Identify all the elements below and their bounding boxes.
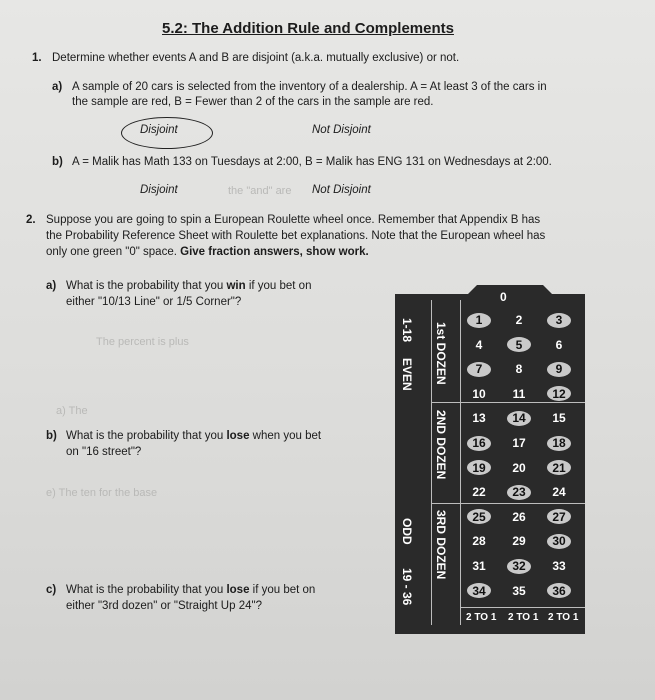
q1a-choice-disjoint[interactable]: Disjoint [140, 124, 178, 136]
roulette-number-cell [499, 580, 539, 602]
column-bet-2: 2 TO 1 [508, 612, 539, 623]
roulette-number: 20 [512, 460, 526, 475]
roulette-number: 18 [547, 436, 571, 451]
roulette-number-cell [499, 358, 539, 380]
q2a-line1 [66, 280, 311, 292]
roulette-number-cell [499, 334, 539, 356]
roulette-number: 17 [512, 436, 526, 450]
roulette-number-cell [499, 432, 539, 454]
q1b-faint-note: the "and" are [228, 185, 292, 197]
q2c-faint-note: e) The ten for the base [46, 487, 158, 499]
roulette-number: 25 [467, 509, 491, 524]
roulette-number: 31 [472, 559, 486, 573]
q2c-text-post: if you bet on [249, 584, 316, 596]
roulette-number: 35 [512, 583, 526, 598]
roulette-number-cell [539, 555, 579, 577]
roulette-number-cell [499, 407, 539, 429]
roulette-number: 11 [512, 386, 526, 401]
q2a-label: a) [46, 280, 57, 292]
roulette-number-cell [539, 506, 579, 528]
grid-divider [431, 503, 585, 504]
q2-line3-text: only one green "0" space. [46, 246, 181, 258]
roulette-number-cell [499, 530, 539, 552]
zero-pocket-area [455, 285, 565, 307]
roulette-number: 34 [467, 583, 491, 598]
roulette-number-cell [539, 580, 579, 602]
q2b-label: b) [46, 430, 57, 442]
roulette-number-cell [459, 358, 499, 380]
roulette-number: 1 [467, 313, 491, 328]
q2b-faint-note: a) The [56, 405, 88, 417]
roulette-number-cell [499, 457, 539, 479]
page-title: 5.2: The Addition Rule and Complements [162, 20, 454, 37]
q2a-text-post: if you bet on [245, 280, 312, 292]
grid-divider [431, 402, 585, 403]
first-dozen-label: 1st DOZEN [434, 322, 448, 385]
roulette-number-cell [539, 432, 579, 454]
roulette-number: 3 [547, 313, 571, 328]
roulette-number: 21 [547, 460, 571, 475]
second-dozen-label: 2ND DOZEN [434, 410, 448, 480]
roulette-number: 27 [547, 509, 571, 524]
roulette-number: 13 [472, 411, 486, 426]
q2b-text-bold: lose [226, 430, 250, 442]
roulette-number: 32 [507, 559, 531, 574]
roulette-number: 29 [512, 534, 526, 549]
outside-bet-even: EVEN [400, 358, 414, 391]
roulette-number: 24 [552, 485, 566, 500]
roulette-number-cell [539, 358, 579, 380]
roulette-number-cell [459, 481, 499, 503]
grid-divider [461, 607, 585, 608]
q2-line3 [46, 246, 369, 258]
roulette-number: 36 [547, 583, 571, 598]
third-dozen-label: 3RD DOZEN [434, 510, 448, 580]
roulette-number-cell [459, 432, 499, 454]
roulette-number-cell [539, 309, 579, 331]
roulette-number: 15 [552, 411, 566, 426]
q1a-label: a) [52, 81, 63, 93]
roulette-number-cell [539, 407, 579, 429]
outside-bet-odd: ODD [400, 518, 414, 545]
roulette-number: 28 [472, 534, 486, 549]
q2b-text-post: when you bet [249, 430, 322, 442]
q1a-line1: A sample of 20 cars is selected from the inventory of a dealership. A = At least 3 of the cars in [72, 81, 547, 93]
q2b-line1 [66, 430, 321, 442]
column-bet-1: 2 TO 1 [466, 612, 497, 623]
q1-number: 1. [32, 52, 42, 64]
roulette-number: 12 [547, 386, 571, 401]
roulette-number: 33 [552, 559, 566, 573]
roulette-number-cell [459, 580, 499, 602]
q2c-label: c) [46, 584, 57, 596]
roulette-number-cell [459, 407, 499, 429]
q2c-text-bold: lose [226, 584, 250, 596]
roulette-number: 30 [547, 534, 571, 549]
roulette-number-cell [459, 506, 499, 528]
roulette-number-cell [459, 530, 499, 552]
roulette-number-cell [459, 555, 499, 577]
grid-divider [431, 300, 432, 625]
roulette-number-cell [499, 506, 539, 528]
roulette-number-cell [539, 530, 579, 552]
roulette-number: 6 [555, 337, 563, 352]
roulette-number-cell [499, 481, 539, 503]
q2c-line2: either "3rd dozen" or "Straight Up 24"? [66, 600, 262, 612]
q1b-choice-disjoint[interactable]: Disjoint [140, 184, 178, 196]
q1b-line1: A = Malik has Math 133 on Tuesdays at 2:00, B = Malik has ENG 131 on Wednesdays at 2:00. [72, 156, 552, 168]
outside-bet-19-36: 19 - 36 [400, 568, 414, 606]
roulette-number: 10 [472, 386, 486, 401]
q2a-text-bold: win [226, 280, 246, 292]
column-bet-3: 2 TO 1 [548, 612, 579, 623]
q2-line1: Suppose you are going to spin a European Roulette wheel once. Remember that Appendix B has [46, 214, 541, 226]
q2c-text-pre: What is the probability that you [66, 584, 227, 596]
roulette-number: 23 [507, 485, 531, 500]
q2c-line1 [66, 584, 315, 596]
roulette-number-cell [459, 457, 499, 479]
q2a-line2: either "10/13 Line" or 1/5 Corner"? [66, 296, 242, 308]
q1a-choice-not-disjoint[interactable]: Not Disjoint [312, 124, 371, 136]
roulette-number: 4 [475, 337, 483, 352]
q2-number: 2. [26, 214, 36, 226]
roulette-number-cell [459, 334, 499, 356]
q2b-line2: on "16 street"? [66, 446, 142, 458]
q2-line2: the Probability Reference Sheet with Roulette bet explanations. Note that the European wheel has [46, 230, 546, 242]
zero-number: 0 [500, 290, 507, 304]
outside-bet-1-18: 1-18 [400, 318, 414, 343]
roulette-number: 19 [467, 460, 491, 475]
roulette-number-cell [499, 555, 539, 577]
roulette-number: 14 [507, 411, 531, 426]
q2b-text-pre: What is the probability that you [66, 430, 227, 442]
q2a-faint-note: The percent is plus [96, 336, 189, 348]
roulette-number: 22 [472, 485, 486, 500]
roulette-number-cell [539, 457, 579, 479]
roulette-number-cell [539, 334, 579, 356]
roulette-number: 26 [512, 509, 526, 524]
roulette-number-cell [499, 309, 539, 331]
roulette-number: 16 [467, 436, 491, 451]
roulette-number: 9 [547, 362, 571, 377]
roulette-number: 5 [507, 337, 531, 352]
roulette-number: 2 [515, 313, 523, 327]
grid-divider [460, 300, 461, 625]
q1b-label: b) [52, 156, 63, 168]
roulette-number: 7 [467, 362, 491, 377]
q1a-line2: the sample are red, B = Fewer than 2 of the cars in the sample are red. [72, 96, 434, 108]
roulette-number: 8 [515, 362, 523, 377]
roulette-number-cell [539, 481, 579, 503]
q2-instructions: Give fraction answers, show work. [180, 246, 369, 258]
q2a-text-pre: What is the probability that you [66, 280, 227, 292]
q1b-choice-not-disjoint[interactable]: Not Disjoint [312, 184, 371, 196]
roulette-number-cell [459, 309, 499, 331]
q1-prompt: Determine whether events A and B are disjoint (a.k.a. mutually exclusive) or not. [52, 52, 460, 64]
